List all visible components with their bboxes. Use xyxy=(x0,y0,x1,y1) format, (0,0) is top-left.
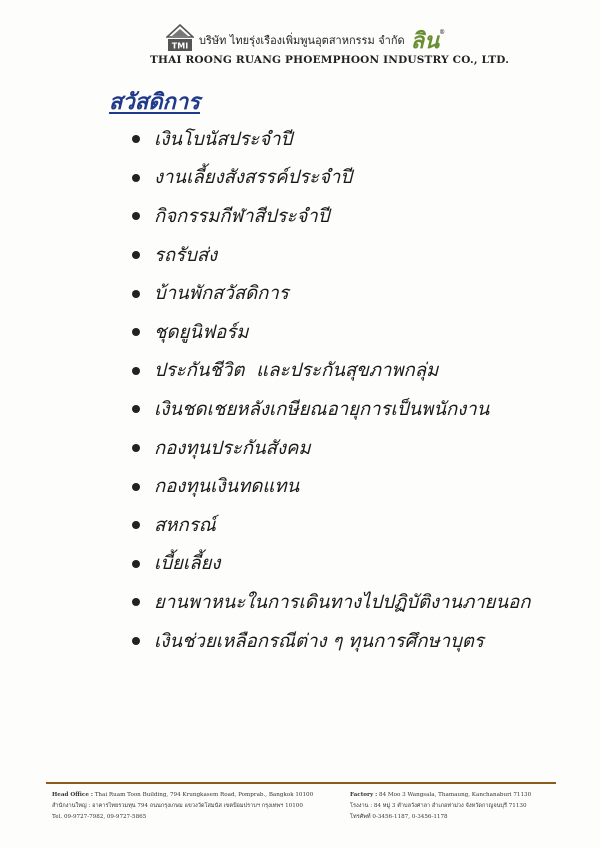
list-item xyxy=(132,506,530,545)
company-name-thai: บริษัท ไทยรุ่งเรืองเพิ่มพูนอุตสาหกรรม จำกัด xyxy=(199,34,405,47)
list-item-text: เบี้ยเลี้ยง xyxy=(154,553,221,575)
factory-phone: โทรศัพท์ 0-3456-1187, 0-3456-1178 xyxy=(350,814,448,820)
list-item xyxy=(132,545,530,584)
list-item-text: รถรับส่ง xyxy=(154,244,218,266)
bullet-icon xyxy=(132,135,140,143)
bullet-icon xyxy=(132,444,140,452)
logo-text: TMI xyxy=(171,41,189,51)
bullet-icon xyxy=(132,174,140,182)
list-item-text: กิจกรรมกีฬาสีประจำปี xyxy=(154,205,330,227)
benefits-list xyxy=(132,120,530,660)
bullet-icon xyxy=(132,637,140,645)
letterhead-top-row xyxy=(166,20,445,52)
list-item xyxy=(132,583,530,622)
bullet-icon xyxy=(132,290,140,298)
list-item xyxy=(132,622,530,661)
list-item-text: เงินช่วยเหลือกรณีต่าง ๆ ทุนการศึกษาบุตร xyxy=(154,630,484,652)
bullet-icon xyxy=(132,251,140,259)
list-item xyxy=(132,467,530,506)
bullet-icon xyxy=(132,598,140,606)
footer-divider xyxy=(46,782,556,784)
brand-logo xyxy=(411,30,446,52)
factory-address-en: 84 Moo 3 Wangsala, Thamaung, Kanchanaburi 71130 xyxy=(379,792,532,798)
list-item-text: เงินชดเชยหลังเกษียณอายุการเป็นพนักงาน xyxy=(154,398,490,420)
factory-block xyxy=(350,790,560,823)
head-office-phone: Tel. 09-9727-7982, 09-9727-5865 xyxy=(52,814,147,820)
list-item xyxy=(132,197,530,236)
bullet-icon xyxy=(132,328,140,336)
company-logo-icon xyxy=(166,24,194,52)
factory-label: Factory : xyxy=(350,792,378,798)
bullet-icon xyxy=(132,560,140,568)
head-office-address-en: Thai Ruam Toon Building, 794 Krungkasem Road, Pomprab., Bangkok 10100 xyxy=(94,792,314,798)
bullet-icon xyxy=(132,521,140,529)
list-item xyxy=(132,390,530,429)
page-title: สวัสดิการ xyxy=(109,90,200,115)
bullet-icon xyxy=(132,405,140,413)
list-item xyxy=(132,352,530,391)
list-item xyxy=(132,429,530,468)
list-item-text: ยานพาหนะในการเดินทางไปปฏิบัติงานภายนอก xyxy=(154,591,531,613)
list-item xyxy=(132,274,530,313)
company-name-english: THAI ROONG RUANG PHOEMPHOON INDUSTRY CO., LTD. xyxy=(150,54,510,66)
list-item-text: สหกรณ์ xyxy=(154,514,216,536)
head-office-block xyxy=(52,790,352,823)
list-item xyxy=(132,313,530,352)
list-item-text: เงินโบนัสประจำปี xyxy=(154,128,293,150)
bullet-icon xyxy=(132,483,140,491)
head-office-label: Head Office : xyxy=(52,792,93,798)
list-item-text: ชุดยูนิฟอร์ม xyxy=(154,321,249,343)
brand-name: ลิน xyxy=(410,28,440,54)
bullet-icon xyxy=(132,367,140,375)
list-item-text: ประกันชีวิต และประกันสุขภาพกลุ่ม xyxy=(154,360,439,382)
list-item-text: กองทุนประกันสังคม xyxy=(154,437,311,459)
bullet-icon xyxy=(132,212,140,220)
factory-address-th: โรงงาน : 84 หมู่ 3 ตำบลวังศาลา อำเภอท่าม่วง จังหวัดกาญจนบุรี 71130 xyxy=(350,803,527,809)
list-item-text: บ้านพักสวัสดิการ xyxy=(154,283,289,305)
list-item xyxy=(132,120,530,159)
head-office-address-th: สำนักงานใหญ่ : อาคารไทยรวมทุน 794 ถนนกรุงเกษม แขวงวัดโสมนัส เขตป้อมปราบฯ กรุงเทพฯ 10100 xyxy=(52,803,303,809)
list-item-text: งานเลี้ยงสังสรรค์ประจำปี xyxy=(154,167,353,189)
registered-mark: ® xyxy=(439,29,446,36)
list-item xyxy=(132,159,530,198)
list-item-text: กองทุนเงินทดแทน xyxy=(154,476,300,498)
list-item xyxy=(132,236,530,275)
